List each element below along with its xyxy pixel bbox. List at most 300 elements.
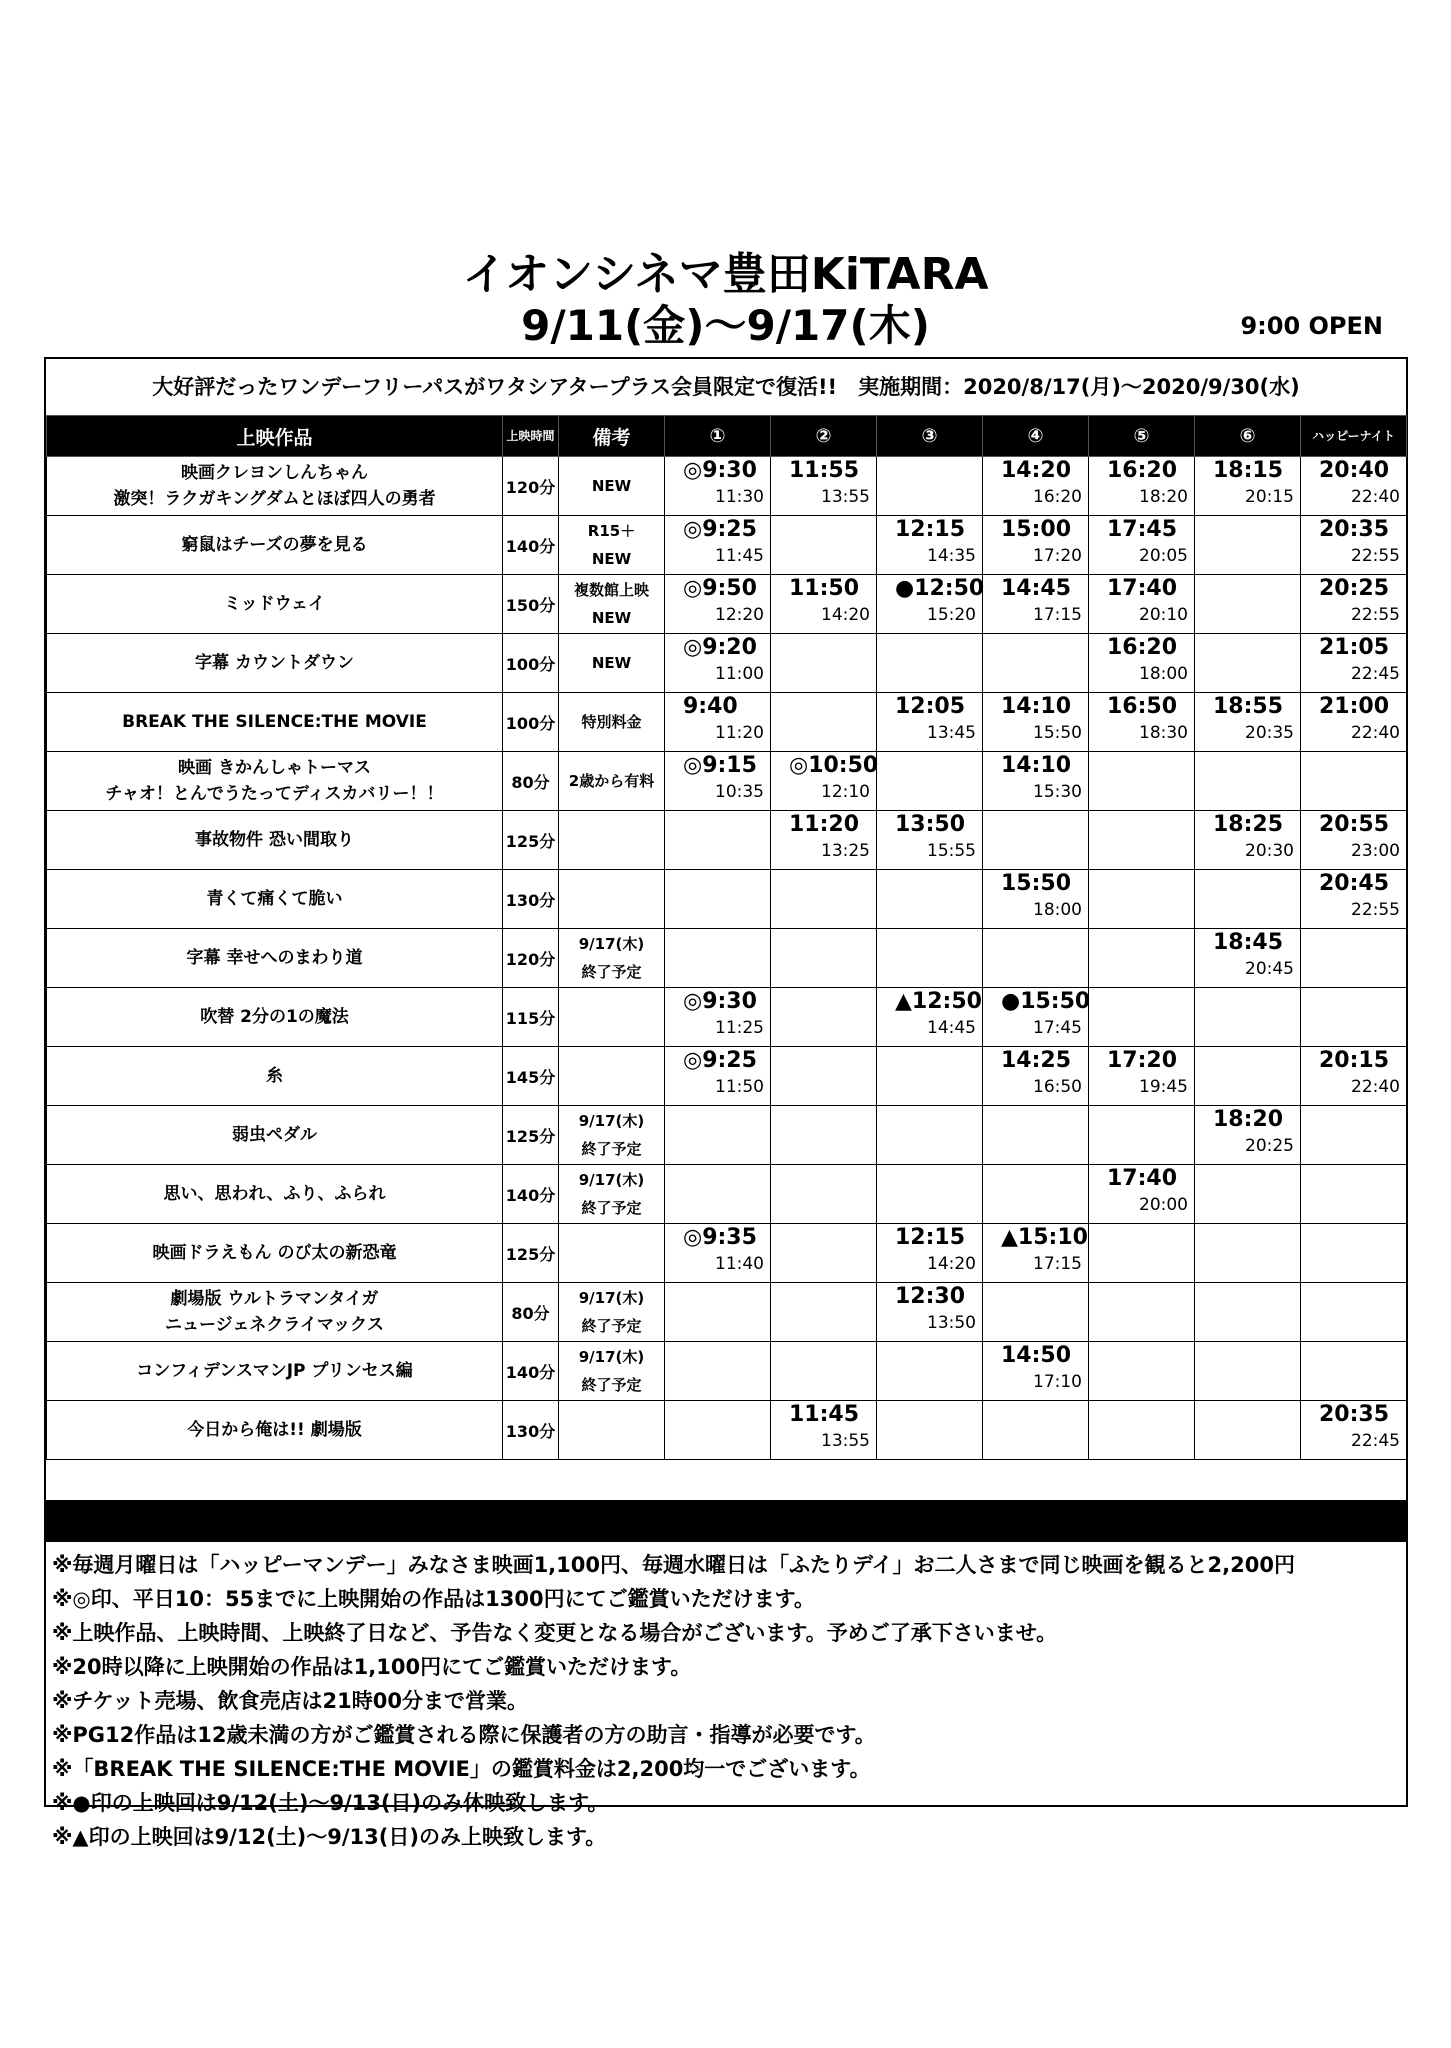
showtime-cell[interactable] bbox=[1301, 634, 1407, 693]
start-time: 16:20 bbox=[1107, 635, 1178, 660]
end-time: 10:35 bbox=[715, 782, 764, 802]
end-time: 16:50 bbox=[1033, 1077, 1082, 1097]
movie-title bbox=[47, 929, 503, 988]
movie-note bbox=[559, 1342, 665, 1401]
end-time: 19:45 bbox=[1139, 1077, 1188, 1097]
showtime-cell bbox=[877, 1342, 983, 1401]
showtime-cell[interactable] bbox=[983, 457, 1089, 516]
movie-note-line: 9/17(木) bbox=[578, 935, 645, 953]
showtime-cell[interactable] bbox=[983, 693, 1089, 752]
col-screen-2: ② bbox=[771, 416, 877, 457]
showtime-cell bbox=[1195, 575, 1301, 634]
showtime-cell[interactable] bbox=[1195, 811, 1301, 870]
movie-title-line: ミッドウェイ bbox=[224, 594, 325, 614]
end-time: 18:00 bbox=[1139, 664, 1188, 684]
showtime-cell[interactable] bbox=[1301, 811, 1407, 870]
movie-row bbox=[47, 1047, 1407, 1106]
end-time: 11:30 bbox=[715, 487, 764, 507]
showtime-cell bbox=[1089, 870, 1195, 929]
showtime-cell[interactable] bbox=[983, 870, 1089, 929]
movie-row bbox=[47, 1165, 1407, 1224]
movie-note bbox=[559, 870, 665, 929]
open-time: 9:00 OPEN bbox=[1240, 312, 1383, 340]
movie-note bbox=[559, 575, 665, 634]
movie-note-line: 9/17(木) bbox=[578, 1112, 645, 1130]
showtime-cell bbox=[771, 1342, 877, 1401]
showtime-cell[interactable] bbox=[983, 1047, 1089, 1106]
start-time: 21:00 bbox=[1319, 694, 1390, 719]
showtime-cell bbox=[665, 929, 771, 988]
showtime-cell bbox=[877, 1047, 983, 1106]
start-time: 12:15 bbox=[895, 517, 966, 542]
showtime-cell bbox=[983, 634, 1089, 693]
movie-length: 140分 bbox=[503, 1165, 559, 1224]
movie-row bbox=[47, 1342, 1407, 1401]
movie-title bbox=[47, 1342, 503, 1401]
showtime-cell bbox=[1301, 1224, 1407, 1283]
footnote-line: ※PG12作品は12歳未満の方がご鑑賞される際に保護者の方の助言・指導が必要です。 bbox=[52, 1723, 876, 1747]
showtime-cell[interactable] bbox=[771, 575, 877, 634]
movie-note-line: 終了予定 bbox=[581, 1376, 642, 1394]
movie-length: 80分 bbox=[503, 1283, 559, 1342]
movie-note bbox=[559, 516, 665, 575]
start-time: 14:20 bbox=[1001, 458, 1072, 483]
movie-note bbox=[559, 811, 665, 870]
start-time: 20:55 bbox=[1319, 812, 1390, 837]
start-time: 17:45 bbox=[1107, 517, 1178, 542]
showtime-cell bbox=[1089, 1342, 1195, 1401]
showtime-cell[interactable] bbox=[665, 634, 771, 693]
movie-note-line: 終了予定 bbox=[581, 1199, 642, 1217]
start-time: ▲12:50 bbox=[895, 989, 982, 1014]
footnote-line: ※「BREAK THE SILENCE:THE MOVIE」の鑑賞料金は2,200均一でございます。 bbox=[52, 1757, 871, 1781]
start-time: 16:50 bbox=[1107, 694, 1178, 719]
end-time: 13:25 bbox=[821, 841, 870, 861]
showtime-cell bbox=[983, 1106, 1089, 1165]
end-time: 20:30 bbox=[1245, 841, 1294, 861]
showtime-cell bbox=[665, 1165, 771, 1224]
movie-title bbox=[47, 811, 503, 870]
movie-length: 145分 bbox=[503, 1047, 559, 1106]
movie-note bbox=[559, 929, 665, 988]
movie-title bbox=[47, 575, 503, 634]
movie-length: 140分 bbox=[503, 1342, 559, 1401]
end-time: 17:20 bbox=[1033, 546, 1082, 566]
end-time: 11:50 bbox=[715, 1077, 764, 1097]
footnote-line: ※上映作品、上映時間、上映終了日など、予告なく変更となる場合がございます。予めご了承下さいませ。 bbox=[52, 1621, 1058, 1645]
end-time: 17:10 bbox=[1033, 1372, 1082, 1392]
footnote-line: ※●印の上映回は9/12(土)～9/13(日)のみ休映致します。 bbox=[52, 1791, 609, 1815]
showtime-cell bbox=[771, 1047, 877, 1106]
start-time: 18:45 bbox=[1213, 930, 1284, 955]
showtime-cell bbox=[771, 1224, 877, 1283]
movie-row bbox=[47, 457, 1407, 516]
end-time: 20:45 bbox=[1245, 959, 1294, 979]
start-time: 17:40 bbox=[1107, 576, 1178, 601]
movie-length: 125分 bbox=[503, 1106, 559, 1165]
showtime-cell bbox=[665, 1401, 771, 1460]
movie-title-line: 劇場版 ウルトラマンタイガ bbox=[170, 1289, 379, 1309]
showtime-cell[interactable] bbox=[1195, 457, 1301, 516]
movie-title-line: 吹替 2分の1の魔法 bbox=[200, 1007, 349, 1027]
divider-bar bbox=[46, 1500, 1406, 1542]
start-time: 20:35 bbox=[1319, 1402, 1390, 1427]
end-time: 11:40 bbox=[715, 1254, 764, 1274]
showtime-cell[interactable] bbox=[1089, 575, 1195, 634]
showtime-cell[interactable] bbox=[1301, 516, 1407, 575]
col-length: 上映時間 bbox=[503, 416, 559, 457]
movie-note bbox=[559, 1106, 665, 1165]
schedule-body bbox=[47, 457, 1407, 1460]
showtime-cell bbox=[1301, 1106, 1407, 1165]
movie-note bbox=[559, 1165, 665, 1224]
header-row bbox=[47, 416, 1407, 457]
showtime-cell bbox=[1089, 929, 1195, 988]
showtime-cell bbox=[983, 1283, 1089, 1342]
showtime-cell bbox=[877, 1165, 983, 1224]
col-note: 備考 bbox=[559, 416, 665, 457]
start-time: 16:20 bbox=[1107, 458, 1178, 483]
start-time: 14:25 bbox=[1001, 1048, 1072, 1073]
start-time: 20:35 bbox=[1319, 517, 1390, 542]
showtime-cell[interactable] bbox=[1301, 693, 1407, 752]
movie-length: 130分 bbox=[503, 870, 559, 929]
end-time: 22:40 bbox=[1351, 1077, 1400, 1097]
end-time: 15:20 bbox=[927, 605, 976, 625]
end-time: 20:10 bbox=[1139, 605, 1188, 625]
movie-note-line: 終了予定 bbox=[581, 1140, 642, 1158]
showtime-cell bbox=[1301, 929, 1407, 988]
end-time: 13:55 bbox=[821, 1431, 870, 1451]
end-time: 17:15 bbox=[1033, 1254, 1082, 1274]
movie-title-line: 糸 bbox=[266, 1066, 283, 1086]
movie-length: 140分 bbox=[503, 516, 559, 575]
showtime-cell bbox=[877, 1401, 983, 1460]
showtime-cell bbox=[771, 870, 877, 929]
showtime-cell[interactable] bbox=[1089, 693, 1195, 752]
movie-note-line: 終了予定 bbox=[581, 1317, 642, 1335]
movie-title-line: 弱虫ペダル bbox=[232, 1125, 317, 1145]
movie-row bbox=[47, 752, 1407, 811]
movie-length: 120分 bbox=[503, 457, 559, 516]
showtime-cell bbox=[771, 1283, 877, 1342]
end-time: 22:55 bbox=[1351, 546, 1400, 566]
movie-title-line: 字幕 カウントダウン bbox=[195, 653, 354, 673]
movie-title-line: 事故物件 恐い間取り bbox=[195, 830, 354, 850]
showtime-cell bbox=[1195, 516, 1301, 575]
showtime-cell[interactable] bbox=[1301, 870, 1407, 929]
footnote-line: ※◎印、平日10：55までに上映開始の作品は1300円にてご鑑賞いただけます。 bbox=[52, 1587, 815, 1611]
end-time: 11:45 bbox=[715, 546, 764, 566]
col-screen-6: ⑥ bbox=[1195, 416, 1301, 457]
movie-title bbox=[47, 752, 503, 811]
end-time: 22:45 bbox=[1351, 664, 1400, 684]
showtime-cell[interactable] bbox=[1089, 1165, 1195, 1224]
movie-title-line: BREAK THE SILENCE:THE MOVIE bbox=[122, 712, 427, 732]
movie-title bbox=[47, 1401, 503, 1460]
start-time: 20:15 bbox=[1319, 1048, 1390, 1073]
end-time: 16:20 bbox=[1033, 487, 1082, 507]
movie-note-line: NEW bbox=[591, 654, 632, 672]
showtime-cell bbox=[1089, 1283, 1195, 1342]
showtime-cell bbox=[665, 870, 771, 929]
movie-length: 130分 bbox=[503, 1401, 559, 1460]
end-time: 20:25 bbox=[1245, 1136, 1294, 1156]
start-time: 12:30 bbox=[895, 1284, 966, 1309]
end-time: 15:50 bbox=[1033, 723, 1082, 743]
showtime-cell bbox=[1195, 752, 1301, 811]
showtime-cell bbox=[771, 634, 877, 693]
start-time: 11:20 bbox=[789, 812, 860, 837]
movie-length: 150分 bbox=[503, 575, 559, 634]
showtime-cell[interactable] bbox=[1089, 1047, 1195, 1106]
movie-row bbox=[47, 929, 1407, 988]
showtime-cell[interactable] bbox=[983, 988, 1089, 1047]
end-time: 17:15 bbox=[1033, 605, 1082, 625]
end-time: 20:15 bbox=[1245, 487, 1294, 507]
movie-note bbox=[559, 1047, 665, 1106]
end-time: 22:55 bbox=[1351, 900, 1400, 920]
showtime-cell bbox=[1195, 1165, 1301, 1224]
showtime-cell[interactable] bbox=[771, 811, 877, 870]
showtime-cell[interactable] bbox=[665, 1224, 771, 1283]
movie-note-line: 2歳から有料 bbox=[568, 772, 655, 790]
showtime-cell bbox=[983, 929, 1089, 988]
showtime-cell[interactable] bbox=[877, 575, 983, 634]
start-time: ◎9:20 bbox=[683, 635, 757, 660]
date-range: 9/11(金)～9/17(木) bbox=[521, 301, 930, 350]
movie-title bbox=[47, 693, 503, 752]
end-time: 14:20 bbox=[927, 1254, 976, 1274]
movie-title-line: 映画 きかんしゃトーマス bbox=[178, 758, 371, 778]
start-time: 14:10 bbox=[1001, 753, 1072, 778]
showtime-cell bbox=[1195, 634, 1301, 693]
footnote-line: ※▲印の上映回は9/12(土)～9/13(日)のみ上映致します。 bbox=[52, 1825, 607, 1849]
movie-title-line: 激突！ラクガキングダムとほぼ四人の勇者 bbox=[113, 489, 436, 509]
col-screen-3: ③ bbox=[877, 416, 983, 457]
showtime-cell bbox=[1195, 1401, 1301, 1460]
start-time: 14:10 bbox=[1001, 694, 1072, 719]
end-time: 11:00 bbox=[715, 664, 764, 684]
showtime-cell[interactable] bbox=[877, 988, 983, 1047]
movie-note-line: 9/17(木) bbox=[578, 1289, 645, 1307]
movie-length: 120分 bbox=[503, 929, 559, 988]
movie-row bbox=[47, 870, 1407, 929]
showtime-cell[interactable] bbox=[1089, 516, 1195, 575]
start-time: 18:55 bbox=[1213, 694, 1284, 719]
movie-row bbox=[47, 634, 1407, 693]
showtime-cell[interactable] bbox=[983, 1342, 1089, 1401]
showtime-cell[interactable] bbox=[1089, 634, 1195, 693]
showtime-cell bbox=[771, 693, 877, 752]
movie-note-line: 複数館上映 bbox=[573, 581, 649, 599]
showtime-cell[interactable] bbox=[1301, 457, 1407, 516]
showtime-cell bbox=[983, 1165, 1089, 1224]
end-time: 13:50 bbox=[927, 1313, 976, 1333]
movie-note bbox=[559, 457, 665, 516]
showtime-cell bbox=[665, 1283, 771, 1342]
showtime-cell bbox=[1195, 988, 1301, 1047]
end-time: 17:45 bbox=[1033, 1018, 1082, 1038]
end-time: 15:30 bbox=[1033, 782, 1082, 802]
showtime-cell[interactable] bbox=[1089, 457, 1195, 516]
start-time: ◎9:30 bbox=[683, 458, 757, 483]
end-time: 22:40 bbox=[1351, 723, 1400, 743]
end-time: 15:55 bbox=[927, 841, 976, 861]
start-time: ▲15:10 bbox=[1001, 1225, 1088, 1250]
col-title: 上映作品 bbox=[47, 416, 503, 457]
start-time: 20:40 bbox=[1319, 458, 1390, 483]
showtime-cell[interactable] bbox=[1195, 693, 1301, 752]
movie-title bbox=[47, 988, 503, 1047]
showtime-cell bbox=[1089, 811, 1195, 870]
showtime-cell[interactable] bbox=[665, 752, 771, 811]
end-time: 14:35 bbox=[927, 546, 976, 566]
showtime-cell[interactable] bbox=[1301, 1047, 1407, 1106]
start-time: 15:50 bbox=[1001, 871, 1072, 896]
showtime-cell[interactable] bbox=[877, 1283, 983, 1342]
movie-note-line: NEW bbox=[591, 609, 632, 627]
movie-row bbox=[47, 516, 1407, 575]
end-time: 14:45 bbox=[927, 1018, 976, 1038]
start-time: ◎9:50 bbox=[683, 576, 757, 601]
movie-note-line: NEW bbox=[591, 477, 632, 495]
showtime-cell[interactable] bbox=[983, 575, 1089, 634]
end-time: 20:35 bbox=[1245, 723, 1294, 743]
footnote-line: ※チケット売場、飲食売店は21時00分まで営業。 bbox=[52, 1689, 528, 1713]
showtime-cell bbox=[1195, 870, 1301, 929]
col-screen-4: ④ bbox=[983, 416, 1089, 457]
end-time: 13:55 bbox=[821, 487, 870, 507]
showtime-cell bbox=[1089, 988, 1195, 1047]
movie-title-line: 映画クレヨンしんちゃん bbox=[181, 463, 368, 483]
start-time: 14:45 bbox=[1001, 576, 1072, 601]
start-time: 17:40 bbox=[1107, 1166, 1178, 1191]
showtime-cell bbox=[1301, 988, 1407, 1047]
showtime-cell[interactable] bbox=[771, 752, 877, 811]
showtime-cell[interactable] bbox=[983, 1224, 1089, 1283]
movie-note-line: R15＋ bbox=[587, 522, 636, 540]
movie-note bbox=[559, 634, 665, 693]
showtime-cell bbox=[665, 1342, 771, 1401]
showtime-cell bbox=[665, 811, 771, 870]
movie-note bbox=[559, 988, 665, 1047]
showtime-cell[interactable] bbox=[983, 516, 1089, 575]
end-time: 22:40 bbox=[1351, 487, 1400, 507]
showtime-cell[interactable] bbox=[665, 988, 771, 1047]
movie-title-line: 窮鼠はチーズの夢を見る bbox=[181, 535, 368, 555]
showtime-cell[interactable] bbox=[877, 1224, 983, 1283]
showtime-cell bbox=[877, 929, 983, 988]
start-time: ●12:50 bbox=[895, 576, 985, 601]
movie-title-line: コンフィデンスマンJP プリンセス編 bbox=[136, 1361, 413, 1381]
start-time: 18:20 bbox=[1213, 1107, 1284, 1132]
showtime-cell bbox=[1195, 1047, 1301, 1106]
showtime-cell bbox=[771, 929, 877, 988]
start-time: 20:25 bbox=[1319, 576, 1390, 601]
pass-notice: 大好評だったワンデーフリーパスがワタシアタープラス会員限定で復活!! 実施期間：2020/8/17(月)～2020/9/30(水) bbox=[152, 375, 1300, 399]
footnote-line: ※毎週月曜日は「ハッピーマンデー」みなさま映画1,100円、毎週水曜日は「ふたりデイ」お二人さまで同じ映画を観ると2,200円 bbox=[52, 1553, 1295, 1577]
movie-length: 125分 bbox=[503, 811, 559, 870]
showtime-cell[interactable] bbox=[1301, 1401, 1407, 1460]
col-screen-5: ⑤ bbox=[1089, 416, 1195, 457]
showtime-cell[interactable] bbox=[665, 1047, 771, 1106]
end-time: 20:00 bbox=[1139, 1195, 1188, 1215]
movie-row bbox=[47, 1283, 1407, 1342]
showtime-cell[interactable] bbox=[983, 752, 1089, 811]
movie-note bbox=[559, 1401, 665, 1460]
footnote-line: ※20時以降に上映開始の作品は1,100円にてご鑑賞いただけます。 bbox=[52, 1655, 692, 1679]
movie-length: 125分 bbox=[503, 1224, 559, 1283]
showtime-cell bbox=[1089, 1106, 1195, 1165]
showtime-cell[interactable] bbox=[665, 575, 771, 634]
movie-title bbox=[47, 1165, 503, 1224]
movie-title bbox=[47, 516, 503, 575]
start-time: ◎10:50 bbox=[789, 753, 879, 778]
start-time: 20:45 bbox=[1319, 871, 1390, 896]
end-time: 14:20 bbox=[821, 605, 870, 625]
showtime-cell bbox=[1301, 1342, 1407, 1401]
showtime-cell[interactable] bbox=[665, 516, 771, 575]
start-time: 11:45 bbox=[789, 1402, 860, 1427]
movie-title bbox=[47, 1224, 503, 1283]
start-time: 18:25 bbox=[1213, 812, 1284, 837]
showtime-cell bbox=[1195, 1224, 1301, 1283]
start-time: 11:55 bbox=[789, 458, 860, 483]
movie-title-line: 今日から俺は!! 劇場版 bbox=[187, 1420, 362, 1440]
start-time: 15:00 bbox=[1001, 517, 1072, 542]
end-time: 11:25 bbox=[715, 1018, 764, 1038]
showtime-cell bbox=[1089, 1224, 1195, 1283]
movie-note-line: 特別料金 bbox=[581, 713, 642, 731]
showtime-cell[interactable] bbox=[771, 457, 877, 516]
movie-title bbox=[47, 634, 503, 693]
end-time: 22:45 bbox=[1351, 1431, 1400, 1451]
showtime-cell bbox=[771, 988, 877, 1047]
movie-note-line: 9/17(木) bbox=[578, 1348, 645, 1366]
showtime-cell[interactable] bbox=[665, 457, 771, 516]
start-time: 14:50 bbox=[1001, 1343, 1072, 1368]
movie-title bbox=[47, 1047, 503, 1106]
movie-title-line: ニュージェネクライマックス bbox=[165, 1315, 384, 1335]
movie-title bbox=[47, 457, 503, 516]
showtime-cell bbox=[1301, 1283, 1407, 1342]
movie-title-line: 思い、思われ、ふり、ふられ bbox=[163, 1184, 386, 1204]
movie-length: 100分 bbox=[503, 693, 559, 752]
showtime-cell bbox=[771, 1165, 877, 1224]
showtime-cell[interactable] bbox=[1301, 575, 1407, 634]
start-time: ◎9:15 bbox=[683, 753, 757, 778]
end-time: 12:10 bbox=[821, 782, 870, 802]
footnotes bbox=[52, 1548, 1402, 1854]
movie-length: 115分 bbox=[503, 988, 559, 1047]
showtime-cell[interactable] bbox=[877, 811, 983, 870]
showtime-cell[interactable] bbox=[1195, 1106, 1301, 1165]
movie-title-line: 字幕 幸せへのまわり道 bbox=[186, 948, 363, 968]
showtime-cell[interactable] bbox=[877, 693, 983, 752]
start-time: 9:40 bbox=[683, 694, 738, 719]
showtime-cell[interactable] bbox=[771, 1401, 877, 1460]
schedule-frame bbox=[44, 357, 1408, 1849]
showtime-cell[interactable] bbox=[665, 693, 771, 752]
showtime-cell bbox=[1195, 1342, 1301, 1401]
showtime-cell bbox=[1089, 752, 1195, 811]
start-time: 12:15 bbox=[895, 1225, 966, 1250]
schedule-table bbox=[46, 415, 1407, 1460]
showtime-cell[interactable] bbox=[1195, 929, 1301, 988]
showtime-cell bbox=[983, 1401, 1089, 1460]
showtime-cell[interactable] bbox=[877, 516, 983, 575]
